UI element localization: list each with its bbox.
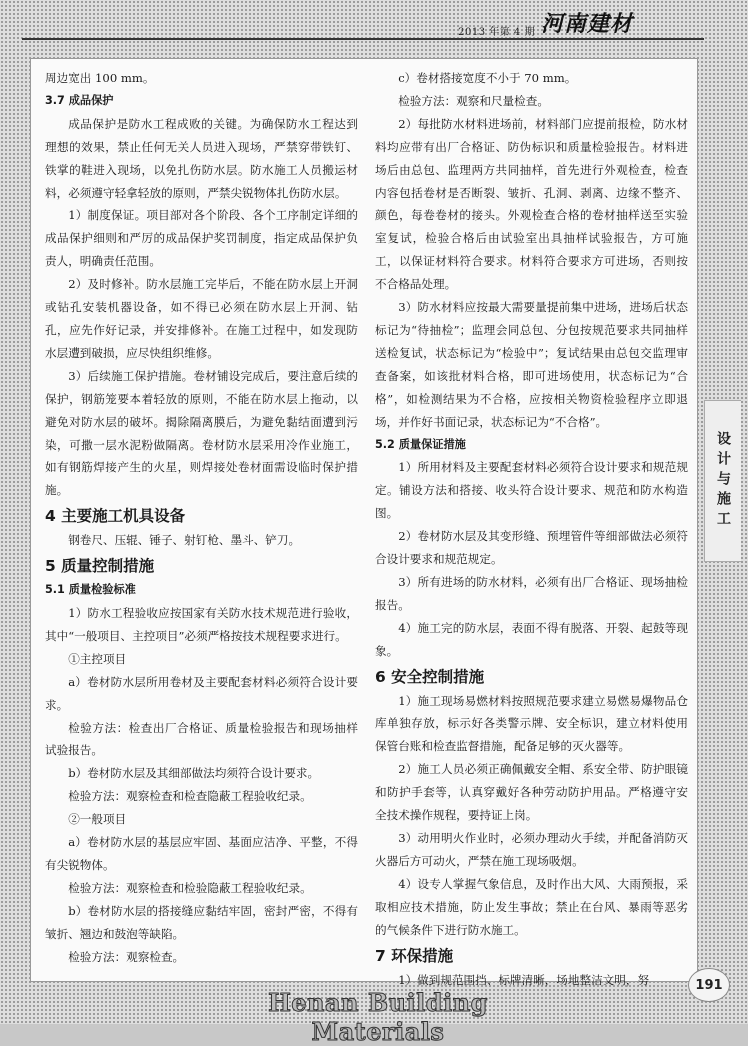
paragraph: 1）所用材料及主要配套材料必须符合设计要求和规范规定。铺设方法和搭接、收头符合设计要求、规范和防水构造图。 [375, 460, 688, 521]
section-heading-5-1: 5.1 质量检验标准 [45, 583, 136, 597]
paragraph: 检验方法：观察检查。 [68, 949, 185, 964]
section-heading-6: 6 安全控制措施 [375, 667, 485, 686]
header-rule [22, 38, 704, 40]
paragraph: 周边宽出 100 mm。 [45, 71, 155, 85]
paragraph: 成品保护是防水工程成败的关键。为确保防水工程达到理想的效果，禁止任何无关人员进入现场，严禁穿带铁钉、铁掌的鞋进入现场，以免扎伤防水层。防水施工人员搬运材料，必须遵守轻拿轻放的原则，严禁尖锐物体扎伤防水层。 [45, 116, 358, 200]
masthead [458, 14, 633, 38]
paragraph: 3）后续施工保护措施。卷材铺设完成后，要注意后续的保护，钢筋笼要本着轻放的原则，不能在防水层上拖动，以避免对防水层的破坏。揭除隔离膜后，为避免黏结面遭到污染，可撒一层水泥粉做隔离。卷材防水层采用冷作业施工，如有钢筋焊接产生的火星，则焊接处卷材面需设临时保护措施。 [45, 368, 358, 498]
paragraph: 3）防水材料应按最大需要量提前集中进场，进场后状态标记为“待抽检”；监理会同总包、分包按规范要求共同抽样送检复试，状态标记为“检验中”；复试结果由总包交监理审查备案，如该批材料合格，即可进场使用，状态标记为“合格”，如检测结果为不合格，应按相关物资检验程序立即退场，并作好书面记录，状态标记为“不合格”。 [375, 300, 688, 429]
footer-watermark: Henan Building Materials [268, 988, 488, 1046]
paragraph: 2）施工人员必须正确佩戴安全帽、系安全带、防护眼镜和防护手套等，认真穿戴好各种劳动防护用品。严格遵守安全技术操作规程，要持证上岗。 [375, 762, 688, 823]
paragraph: c）卷材搭接宽度不小于 70 mm。 [398, 71, 577, 85]
left-column [45, 67, 358, 969]
paragraph: a）卷材防水层所用卷材及主要配套材料必须符合设计要求。 [45, 674, 358, 712]
magazine-title: 河南建材 [540, 12, 633, 37]
paragraph: b）卷材防水层的搭接缝应黏结牢固，密封严密，不得有皱折、翘边和鼓泡等缺陷。 [45, 903, 358, 941]
paragraph: 1）防水工程验收应按国家有关防水技术规范进行验收，其中“一般项目、主控项目”必须严格按技术规程要求进行。 [45, 606, 358, 643]
paragraph: 检验方法：检查出厂合格证、质量检验报告和现场抽样试验报告。 [45, 720, 358, 758]
paragraph: a）卷材防水层的基层应牢固、基面应洁净、平整，不得有尖锐物体。 [45, 835, 358, 872]
paragraph: 3）所有进场的防水材料，必须有出厂合格证、现场抽检报告。 [375, 574, 688, 612]
section-heading-5: 5 质量控制措施 [45, 557, 155, 576]
paragraph: 钢卷尺、压辊、锤子、射钉枪、墨斗、铲刀。 [68, 533, 301, 548]
section-heading-3-7: 3.7 成品保护 [45, 93, 114, 107]
paragraph: 1）施工现场易燃材料按照规范要求建立易燃易爆物品仓库单独存放，标示好各类警示牌、安全标识，建立材料使用保管台账和检查监督措施，配备足够的灭火器等。 [375, 693, 688, 754]
paragraph: 4）施工完的防水层，表面不得有脱落、开裂、起鼓等现象。 [375, 620, 688, 658]
paragraph: 检验方法：观察检查和检查隐蔽工程验收纪录。 [68, 789, 312, 804]
side-tab-label: 设计与施工 [715, 431, 731, 531]
section-heading-7: 7 环保措施 [375, 946, 454, 965]
paragraph: 检验方法：观察检查和检验隐蔽工程验收纪录。 [68, 880, 312, 895]
article-page [30, 58, 698, 987]
issue-label: 2013 年第 4 期 [458, 27, 535, 38]
section-heading-5-2: 5.2 质量保证措施 [375, 437, 466, 451]
paragraph: ①主控项目 [68, 651, 127, 666]
paragraph: b）卷材防水层及其细部做法均须符合设计要求。 [68, 766, 320, 781]
paragraph: 4）设专人掌握气象信息，及时作出大风、大雨预报，采取相应技术措施，防止发生事故；禁止在台风、暴雨等恶劣的气候条件下进行防水施工。 [375, 876, 688, 937]
paragraph: ②一般项目 [68, 812, 127, 827]
section-side-tab [704, 400, 741, 562]
paragraph: 2）卷材防水层及其变形缝、预埋管件等细部做法必须符合设计要求和规范规定。 [375, 529, 688, 567]
paragraph: 1）做到规范围挡、标牌清晰，场地整洁文明，努 [398, 972, 650, 987]
paragraph: 3）动用明火作业时，必须办理动火手续，并配备消防灭火器后方可动火，严禁在施工现场吸烟。 [375, 831, 688, 868]
masthead-band [0, 0, 748, 48]
section-heading-4: 4 主要施工机具设备 [45, 507, 186, 526]
paragraph: 2）每批防水材料进场前，材料部门应提前报检，防水材料均应带有出厂合格证、防伪标识和质量检验报告。材料进场后由总包、监理两方共同抽样，首先进行外观检查，检查内容包括卷材是否断裂、皱折、孔洞、剥离、边缘不整齐、颜色，每卷卷材的接头。外观检查合格的卷材抽样送至实验室复试，检验合格后由试验室出具抽样试验报告，方可施工，以保证材料符合要求。材料符合要求方可进场，否则按不合格品处理。 [375, 116, 688, 292]
paragraph: 2）及时修补。防水层施工完毕后，不能在防水层上开洞或钻孔安装机器设备，如不得已必须在防水层上开洞、钻孔，应先作好记录，并安排修补。在施工过程中，如发现防水层遭到破损，应尽快组织维修。 [45, 277, 358, 360]
paragraph: 检验方法：观察和尺量检查。 [398, 93, 549, 108]
right-column [375, 67, 688, 991]
paragraph: 1）制度保证。项目部对各个阶段、各个工序制定详细的成品保护细则和严厉的成品保护奖罚制度，指定成品保护负责人，明确责任范围。 [45, 208, 358, 269]
page-number: 191 [688, 968, 730, 1002]
